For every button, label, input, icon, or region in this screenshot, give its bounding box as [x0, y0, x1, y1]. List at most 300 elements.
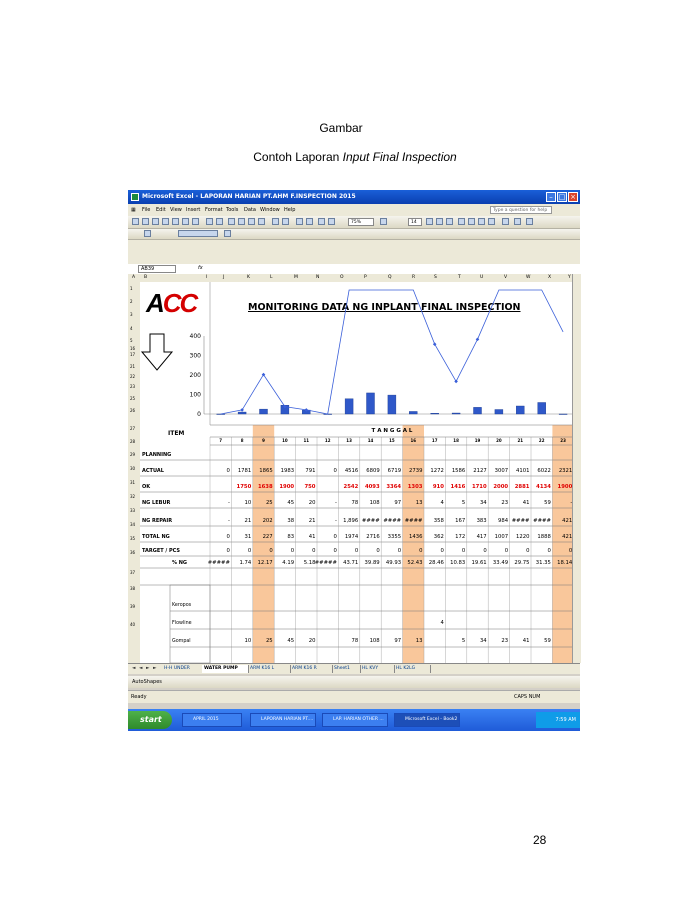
table-cell[interactable]: 0	[376, 548, 380, 554]
table-cell[interactable]: ####	[404, 518, 423, 524]
table-cell[interactable]: 202	[262, 518, 273, 524]
row-header[interactable]: 34	[130, 522, 136, 527]
table-cell[interactable]: 5	[461, 500, 466, 506]
chart-point	[433, 342, 437, 346]
row-header[interactable]: 23	[130, 384, 136, 389]
fill-color-icon[interactable]	[514, 218, 521, 225]
title-bar	[128, 190, 580, 204]
row-header[interactable]: 1	[130, 286, 133, 291]
table-cell[interactable]: #####	[207, 560, 230, 566]
table-cell[interactable]: 38	[287, 518, 295, 524]
print-icon[interactable]	[182, 218, 189, 225]
table-cell[interactable]: 421	[562, 534, 573, 540]
row-label: % NG	[172, 560, 188, 566]
research-icon[interactable]	[216, 218, 223, 225]
table-cell[interactable]: 1007	[494, 534, 509, 540]
row-header[interactable]: 17	[130, 352, 136, 357]
autoshapes-menu[interactable]: AutoShapes	[132, 679, 162, 685]
table-cell[interactable]: 167	[455, 518, 466, 524]
table-cell[interactable]: -	[334, 518, 337, 524]
table-cell[interactable]: 5	[461, 638, 466, 644]
chart-bar	[559, 414, 567, 415]
column-header[interactable]: W	[526, 275, 531, 280]
paste-icon[interactable]	[248, 218, 255, 225]
table-cell[interactable]: 6719	[387, 468, 402, 474]
date-header: 18	[453, 438, 459, 443]
table-cell[interactable]: 0	[333, 534, 337, 540]
table-cell[interactable]: -	[227, 518, 230, 524]
table-cell[interactable]: 49.93	[385, 560, 402, 566]
date-header: 16	[410, 438, 417, 443]
row-header[interactable]: 22	[130, 374, 136, 379]
merge-center-icon[interactable]	[488, 218, 495, 225]
format-painter-icon[interactable]	[258, 218, 265, 225]
chart-bar	[516, 406, 524, 414]
table-cell[interactable]: 1865	[259, 468, 273, 474]
table-cell[interactable]: 2321	[558, 468, 573, 474]
preview-icon[interactable]	[192, 218, 199, 225]
new-icon[interactable]	[132, 218, 139, 225]
column-header[interactable]: T	[458, 275, 461, 280]
table-cell[interactable]: -	[227, 500, 230, 506]
date-header: 10	[282, 438, 288, 443]
table-cell[interactable]: 3364	[386, 484, 402, 490]
tab-scroll-icon[interactable]: ►	[146, 666, 150, 671]
table-cell[interactable]: 45	[287, 500, 295, 506]
table-cell[interactable]: 5.18	[303, 560, 316, 566]
table-cell[interactable]: 10	[244, 500, 252, 506]
table-cell[interactable]: 227	[262, 534, 273, 540]
row-header[interactable]: 5	[130, 338, 133, 343]
table-cell[interactable]: 31	[244, 534, 252, 540]
date-header: 19	[474, 438, 481, 443]
table-cell[interactable]: 4093	[364, 484, 380, 490]
table-cell[interactable]: 41	[308, 534, 316, 540]
row-label: ACTUAL	[142, 468, 164, 474]
table-cell[interactable]: 358	[433, 518, 444, 524]
menu-edit[interactable]: Edit	[156, 207, 166, 213]
table-cell[interactable]: 2542	[343, 484, 359, 490]
table-cell[interactable]: 1900	[279, 484, 295, 490]
windows-taskbar	[128, 709, 580, 731]
task-april-2015[interactable]: APRIL 2015	[182, 713, 242, 727]
table-cell[interactable]: 791	[305, 468, 316, 474]
column-header[interactable]: A	[132, 275, 136, 280]
row-label: PLANNING	[142, 452, 172, 458]
start-button[interactable]: start	[128, 711, 172, 729]
menu-data[interactable]: Data	[244, 207, 256, 213]
chart-point	[240, 408, 244, 412]
column-header[interactable]: R	[412, 275, 416, 280]
defect-label: Flowline	[172, 621, 192, 626]
date-header: 23	[560, 438, 566, 443]
table-cell[interactable]: 0	[226, 548, 230, 554]
table-cell[interactable]: 2739	[409, 468, 423, 474]
table-cell[interactable]: 78	[351, 500, 359, 506]
table-cell[interactable]: 0	[226, 534, 230, 540]
table-cell[interactable]: 2127	[473, 468, 487, 474]
date-header: 8	[240, 438, 244, 443]
align-center-icon[interactable]	[468, 218, 475, 225]
line-weight-select[interactable]	[178, 230, 218, 237]
chart-point	[454, 380, 458, 384]
chart-bar	[217, 414, 225, 415]
date-header: 13	[346, 438, 352, 443]
column-header[interactable]: U	[480, 275, 484, 280]
sheet-tab[interactable]: HL K2LG	[394, 665, 431, 673]
table-cell[interactable]: 41	[522, 638, 530, 644]
table-cell[interactable]: 12.17	[257, 560, 273, 566]
table-cell[interactable]: 1303	[407, 484, 423, 490]
table-cell[interactable]: 1.74	[239, 560, 252, 566]
date-header: 9	[262, 438, 265, 443]
table-cell[interactable]: 0	[247, 548, 252, 554]
table-cell[interactable]: 25	[265, 500, 273, 506]
table-cell[interactable]: 1983	[280, 468, 295, 474]
table-cell[interactable]: ####	[511, 518, 530, 524]
column-header[interactable]: S	[434, 275, 437, 280]
window-title: Microsoft Excel - LAPORAN HARIAN PT.AHM F.INSPECTION 2015	[142, 193, 356, 200]
chart-bar	[388, 395, 396, 414]
column-header[interactable]: I	[206, 275, 208, 280]
table-cell[interactable]: 18.14	[557, 560, 573, 566]
table-cell[interactable]: 33.49	[492, 560, 509, 566]
table-cell[interactable]: 6809	[366, 468, 380, 474]
chart-bar	[238, 412, 246, 414]
row-header[interactable]: 3	[130, 312, 133, 317]
table-cell[interactable]: 0	[419, 548, 423, 554]
table-cell[interactable]: 417	[476, 534, 487, 540]
column-header[interactable]: L	[270, 275, 273, 280]
y-tick-label: 400	[189, 333, 201, 340]
date-header: 21	[517, 438, 524, 443]
y-tick-label: 300	[189, 352, 201, 360]
bold-icon[interactable]	[426, 218, 433, 225]
table-cell[interactable]: 20	[308, 638, 316, 644]
table-cell[interactable]: 1710	[471, 484, 487, 490]
line-style-icon[interactable]	[144, 230, 151, 237]
chart-bar	[538, 402, 546, 414]
table-cell[interactable]: 31.35	[535, 560, 551, 566]
date-header: 14	[367, 438, 374, 443]
defect-label: Gompal	[172, 639, 191, 644]
font-size-select[interactable]: 14	[408, 218, 422, 226]
table-cell[interactable]: 0	[568, 548, 573, 554]
toolbar-spacer	[128, 240, 580, 264]
menu-insert[interactable]: Insert	[186, 207, 201, 213]
table-cell[interactable]: #####	[314, 560, 337, 566]
table-cell[interactable]: 28.46	[428, 560, 444, 566]
column-header[interactable]: N	[316, 275, 320, 280]
table-cell[interactable]: 108	[369, 638, 380, 644]
font-color-icon[interactable]	[526, 218, 533, 225]
tab-scroll-icon[interactable]: ►	[153, 666, 157, 671]
table-cell[interactable]: 23	[501, 638, 509, 644]
logo-letters-cc: CC	[162, 288, 197, 318]
column-header[interactable]: K	[247, 275, 250, 280]
table-cell[interactable]: 362	[433, 534, 444, 540]
zoom-select[interactable]: 75%	[348, 218, 374, 226]
save-icon[interactable]	[152, 218, 159, 225]
worksheet[interactable]	[140, 282, 572, 663]
figure-caption	[36, 150, 674, 164]
table-cell[interactable]: 2000	[493, 484, 509, 490]
table-cell[interactable]: 4516	[344, 468, 359, 474]
table-cell[interactable]: 1888	[537, 534, 551, 540]
drawing-icon[interactable]	[328, 218, 335, 225]
table-cell[interactable]: 4	[440, 620, 444, 626]
table-cell[interactable]: 19.61	[471, 560, 487, 566]
table-cell[interactable]: 20	[308, 500, 316, 506]
maximize-button[interactable]: □	[558, 193, 566, 201]
table-cell[interactable]: 0	[290, 548, 295, 554]
table-cell[interactable]: 0	[397, 548, 402, 554]
table-cell[interactable]: 1750	[236, 484, 252, 490]
row-label: OK	[142, 484, 151, 490]
undo-icon[interactable]	[272, 218, 279, 225]
table-cell[interactable]: 750	[304, 484, 316, 490]
table-cell[interactable]: 59	[544, 638, 551, 644]
caption-prefix: Contoh Laporan	[253, 150, 343, 164]
close-button[interactable]: ×	[568, 192, 578, 202]
date-header: 12	[324, 438, 331, 443]
row-label: NG LEBUR	[142, 500, 171, 506]
table-cell[interactable]: 21	[308, 518, 316, 524]
underline-icon[interactable]	[446, 218, 453, 225]
system-clock: 7:59 AM	[536, 712, 580, 728]
table-cell[interactable]: 43.71	[343, 560, 359, 566]
sheet-tab[interactable]: Sheet1	[332, 665, 361, 673]
row-label: TOTAL NG	[142, 534, 170, 540]
row-header[interactable]: 39	[130, 604, 136, 609]
row-header[interactable]: 36	[130, 550, 136, 555]
column-header[interactable]: J	[223, 275, 225, 280]
table-cell[interactable]: 39.89	[364, 560, 380, 566]
table-cell[interactable]: 1974	[344, 534, 359, 540]
menu-help[interactable]: Help	[284, 207, 296, 213]
chart-bar	[474, 407, 482, 414]
row-header[interactable]: 4	[130, 326, 133, 331]
chart-point	[476, 338, 480, 342]
table-cell[interactable]: 0	[547, 548, 551, 554]
date-header: 17	[431, 438, 438, 443]
table-cell[interactable]: 0	[440, 548, 444, 554]
column-header[interactable]: O	[340, 275, 344, 280]
menu-format[interactable]: Format	[205, 207, 223, 213]
row-header[interactable]: 31	[130, 480, 136, 485]
table-cell[interactable]: 25	[265, 638, 273, 644]
row-header[interactable]: 40	[130, 622, 136, 627]
table-cell[interactable]: 421	[562, 518, 573, 524]
fx-icon[interactable]: fx	[198, 265, 203, 271]
row-header[interactable]: 16	[130, 346, 136, 351]
column-header[interactable]: X	[548, 275, 552, 280]
table-cell[interactable]: 1638	[257, 484, 273, 490]
row-header[interactable]: 37	[130, 570, 136, 575]
table-cell[interactable]: 910	[432, 484, 444, 490]
table-cell[interactable]: 41	[522, 500, 530, 506]
ng-chart	[140, 330, 572, 425]
row-header[interactable]: 27	[130, 426, 136, 431]
drawing-options-toolbar	[128, 229, 580, 240]
table-cell[interactable]: ####	[361, 518, 380, 524]
table-cell[interactable]: 1781	[237, 468, 252, 474]
table-cell[interactable]: 1416	[450, 484, 466, 490]
table-cell[interactable]: 10.83	[450, 560, 466, 566]
menu-file[interactable]: File	[142, 207, 151, 213]
task-excel-book2[interactable]: Microsoft Excel - Book2	[394, 713, 460, 727]
table-cell[interactable]: 23	[501, 500, 509, 506]
menu-tools[interactable]: Tools	[226, 207, 239, 213]
row-header[interactable]: 35	[130, 536, 136, 541]
table-cell[interactable]: 13	[415, 500, 423, 506]
task-lap-harian-other[interactable]: LAP. HARIAN OTHER ...	[322, 713, 388, 727]
table-cell[interactable]: 0	[461, 548, 466, 554]
vertical-scrollbar[interactable]	[572, 274, 581, 663]
autosum-icon[interactable]	[296, 218, 303, 225]
spelling-icon[interactable]	[206, 218, 213, 225]
y-tick-label: 0	[197, 411, 201, 418]
table-cell[interactable]: 172	[455, 534, 466, 540]
row-header[interactable]: 25	[130, 396, 136, 401]
table-cell[interactable]: -	[334, 500, 337, 506]
column-header[interactable]: P	[364, 275, 367, 280]
sheet-tab[interactable]: WATER PUMP	[202, 665, 249, 673]
copy-icon[interactable]	[238, 218, 245, 225]
table-cell[interactable]: 34	[479, 500, 487, 506]
table-cell[interactable]: 383	[476, 518, 487, 524]
row-header[interactable]: 2	[130, 299, 133, 304]
table-cell[interactable]: 4	[440, 500, 444, 506]
chart-bar	[409, 411, 417, 414]
table-cell[interactable]: 6022	[537, 468, 551, 474]
sheet-tab[interactable]: ARM K16 R	[290, 665, 333, 673]
sheet-tab[interactable]: H-H UNDER	[162, 665, 203, 673]
table-cell[interactable]: 0	[504, 548, 509, 554]
acc-logo	[146, 288, 196, 319]
table-cell[interactable]: 0	[226, 468, 230, 474]
table-cell[interactable]: 2881	[514, 484, 530, 490]
table-cell[interactable]: 21	[244, 518, 252, 524]
table-cell[interactable]: 3007	[494, 468, 509, 474]
table-cell[interactable]: 78	[351, 638, 359, 644]
chart-bar	[495, 410, 503, 414]
y-tick-label: 100	[189, 391, 201, 399]
table-cell[interactable]: 0	[333, 548, 337, 554]
table-cell[interactable]: 1220	[516, 534, 530, 540]
table-cell[interactable]: 984	[497, 518, 509, 524]
align-left-icon[interactable]	[458, 218, 465, 225]
table-cell[interactable]: 52.43	[407, 560, 423, 566]
tab-scroll-icon[interactable]: ◄	[132, 666, 136, 671]
row-header[interactable]: 32	[130, 494, 136, 499]
tanggal-header: T A N G G A L	[371, 428, 413, 434]
table-cell[interactable]: 45	[287, 638, 295, 644]
table-cell[interactable]: 1272	[430, 468, 444, 474]
row-header[interactable]: 33	[130, 508, 136, 513]
report-title: MONITORING DATA NG INPLANT FINAL INSPECTION	[248, 302, 521, 313]
table-cell[interactable]: 2716	[366, 534, 380, 540]
menu-view[interactable]: View	[170, 207, 182, 213]
table-cell[interactable]: 1900	[557, 484, 573, 490]
open-icon[interactable]	[142, 218, 149, 225]
task-laporan-harian[interactable]: LAPORAN HARIAN PT....	[250, 713, 316, 727]
table-cell[interactable]: 0	[269, 548, 273, 554]
table-cell[interactable]: 13	[415, 638, 423, 644]
table-cell[interactable]: 3355	[387, 534, 402, 540]
row-header[interactable]: 26	[130, 408, 136, 413]
permission-icon[interactable]	[162, 218, 169, 225]
item-header: ITEM	[168, 430, 185, 437]
status-ready: Ready	[131, 694, 147, 700]
chart-wizard-icon[interactable]	[318, 218, 325, 225]
excel-app-icon	[131, 193, 139, 201]
name-box[interactable]: AB39	[138, 265, 176, 273]
sheet-tab[interactable]: HL KVY	[360, 665, 395, 673]
pencil-icon[interactable]	[224, 230, 231, 237]
table-cell[interactable]: 97	[394, 638, 402, 644]
column-header[interactable]: Q	[388, 275, 392, 280]
column-header[interactable]: Y	[568, 275, 571, 280]
row-header[interactable]: 29	[130, 452, 136, 457]
table-cell[interactable]: 4101	[516, 468, 530, 474]
row-header[interactable]: 30	[130, 466, 136, 471]
table-cell[interactable]: 1436	[409, 534, 423, 540]
borders-icon[interactable]	[502, 218, 509, 225]
table-cell[interactable]: 4134	[536, 484, 551, 490]
column-header[interactable]: V	[504, 275, 508, 280]
cut-icon[interactable]	[228, 218, 235, 225]
column-header[interactable]: M	[294, 275, 298, 280]
column-header[interactable]: B	[144, 275, 148, 280]
table-cell[interactable]: 0	[354, 548, 359, 554]
table-cell[interactable]: 29.75	[514, 560, 530, 566]
minimize-button[interactable]: –	[546, 192, 556, 202]
table-cell[interactable]: 34	[479, 638, 487, 644]
chart-bar	[367, 393, 375, 414]
table-cell[interactable]: 0	[333, 468, 337, 474]
row-header[interactable]: 21	[130, 364, 136, 369]
table-cell[interactable]: 1586	[451, 468, 466, 474]
italic-icon[interactable]	[436, 218, 443, 225]
tab-scroll-icon[interactable]: ◄	[139, 666, 143, 671]
table-cell[interactable]: 0	[526, 548, 530, 554]
figure-caption-label: Gambar	[319, 121, 363, 135]
table-cell[interactable]: ####	[533, 518, 551, 524]
table-cell[interactable]: 108	[369, 500, 380, 506]
table-cell[interactable]: 97	[394, 500, 402, 506]
row-header[interactable]: 28	[130, 439, 136, 444]
table-cell[interactable]: 4.19	[282, 560, 295, 566]
help-icon[interactable]	[380, 218, 387, 225]
down-arrow-icon	[142, 334, 172, 370]
table-cell[interactable]: 0	[483, 548, 487, 554]
table-cell[interactable]: 0	[312, 548, 316, 554]
row-header[interactable]: 38	[130, 586, 136, 591]
table-cell[interactable]: ####	[383, 518, 402, 524]
table-cell[interactable]: 83	[287, 534, 295, 540]
sort-icon[interactable]	[306, 218, 313, 225]
table-cell[interactable]: 1,896	[343, 518, 359, 524]
email-icon[interactable]	[172, 218, 179, 225]
sheet-tab[interactable]: ARM K16 L	[248, 665, 291, 673]
table-cell[interactable]: 10	[244, 638, 252, 644]
table-cell[interactable]: 59	[544, 500, 551, 506]
help-search-input[interactable]: Type a question for help	[490, 206, 552, 214]
menu-window[interactable]: Window	[260, 207, 280, 213]
align-right-icon[interactable]	[478, 218, 485, 225]
redo-icon[interactable]	[282, 218, 289, 225]
